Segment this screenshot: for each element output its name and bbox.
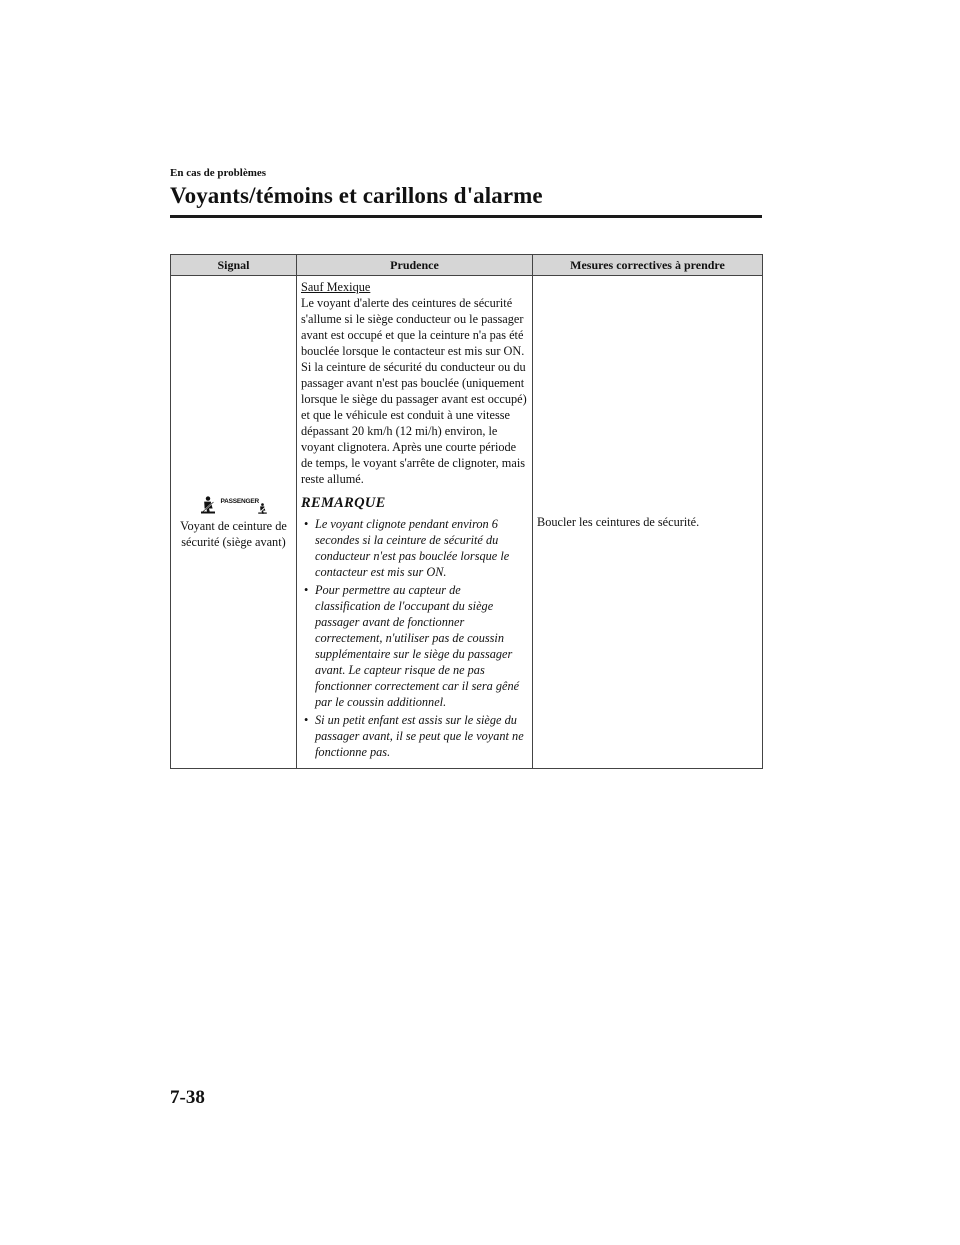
signal-caption-line2: sécurité (siège avant) [181,535,286,549]
column-header-action: Mesures correctives à prendre [533,255,763,276]
remark-note [301,516,528,580]
caution-paragraph-2: Si la ceinture de sécurité du conducteur ou du passager avant n'est pas bouclée (uniquement lorsque le siège du passager avant est occupé) et que le véhicule est conduit à une vitesse dépassant 20 km/h (12 mi/h) environ, le voyant clignotera. Après une courte période de temps, le voyant s'arrête de clignoter, mais reste allumé. [301,360,527,486]
remark-note-text: Pour permettre au capteur de classification de l'occupant du siège passager avant de fonctionner correctement, n'utiliser pas de coussin supplémentaire sur le siège du passager avant. Le capteur risque de ne pas fonctionner correctement car il sera gêné par le coussin additionnel. [315,583,520,709]
column-header-caution: Prudence [297,255,533,276]
remark-note [301,712,528,760]
passenger-label: PASSENGER [220,498,260,505]
page-title: Voyants/témoins et carillons d'alarme [170,183,543,208]
caution-subhead: Sauf Mexique [301,280,371,294]
seatbelt-warning-icon [201,496,215,514]
seatbelt-indicator-icons [175,494,292,514]
remark-title: REMARQUE [301,495,386,511]
action-cell: Boucler les ceintures de sécurité. [533,276,763,769]
signal-caption-line1: Voyant de ceinture de [180,519,287,533]
caution-paragraph-1: Le voyant d'alerte des ceintures de sécurité s'allume si le siège conducteur ou le passager avant est occupé et que la ceinture n'a pas été bouclée lorsque le contacteur est mis sur ON. [301,296,525,358]
remark-notes [301,516,528,760]
title-rule [170,215,762,218]
table-row [171,276,763,769]
table-header-row [171,255,763,276]
bullet-icon: • [304,713,309,727]
caution-cell [297,276,533,769]
bullet-icon: • [304,583,309,597]
remark-note [301,582,528,710]
remark-note-text: Le voyant clignote pendant environ 6 secondes si la ceinture de sécurité du conducteur n'est pas bouclée lorsque le contacteur est mis sur ON. [315,517,510,579]
warning-table [170,254,763,769]
section-label: En cas de problèmes [170,167,267,179]
passenger-seatbelt-icon [258,503,267,514]
bullet-icon: • [304,517,309,531]
column-header-signal: Signal [171,255,297,276]
page-number: 7-38 [170,1087,205,1108]
remark-note-text: Si un petit enfant est assis sur le siège du passager avant, il se peut que le voyant ne fonctionne pas. [315,713,524,759]
passenger-seatbelt-indicator [221,494,267,514]
signal-cell [171,276,297,769]
